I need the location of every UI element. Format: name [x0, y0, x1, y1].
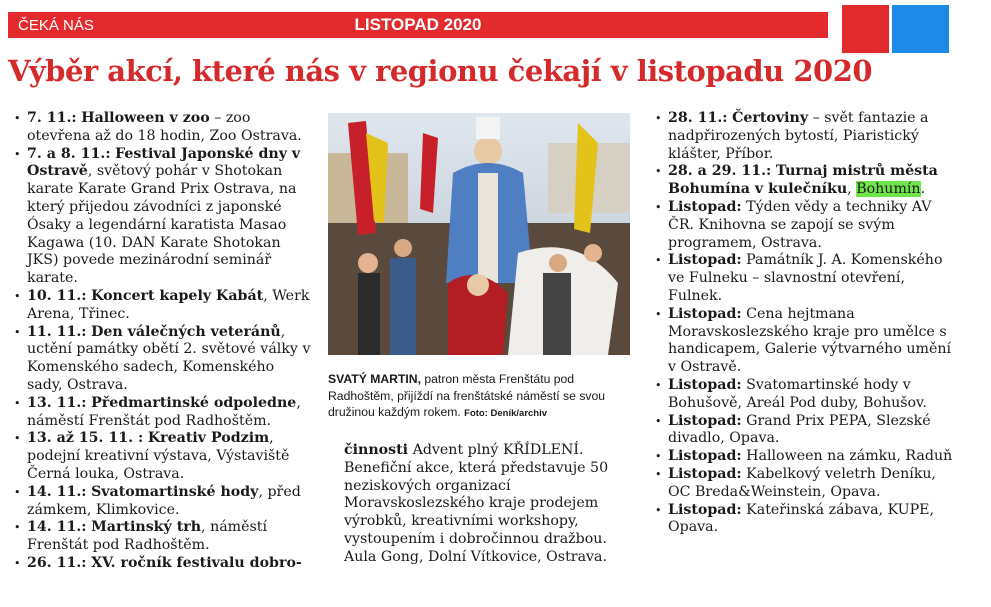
event-date: 7. 11.: [27, 110, 77, 126]
event-item [14, 430, 314, 483]
event-date: Listopad: [668, 448, 742, 465]
event-desc: Grand Prix PEPA, Slezské divadlo, Opava. [668, 412, 931, 447]
event-name: Festival Japonské dny v Ostravě [27, 145, 301, 180]
event-date: Listopad: [668, 198, 742, 215]
event-desc: – svět fantazie a nadpřirozených bytostí, Piaristický klášter, Příbor. [668, 110, 929, 162]
event-desc: Památník J. A. Komenského ve Fulneku – slavnostní otevření, Fulnek. [668, 252, 943, 304]
logo-blue-square [892, 5, 949, 53]
event-desc: , náměstí Frenštát pod Radhoštěm. [27, 394, 301, 429]
caption-bold: SVATÝ MARTIN, [328, 372, 421, 386]
event-date: 13. až 15. 11. : [27, 430, 144, 447]
event-desc: , náměstí Frenštát pod Radhoštěm. [27, 519, 268, 554]
event-desc: , před zámkem, Klimkovice. [27, 483, 301, 518]
event-item [655, 199, 955, 252]
event-date: Listopad: [668, 252, 742, 269]
event-desc: – zoo otevřena až do 18 hodin, Zoo Ostrava. [27, 110, 302, 144]
event-date: 14. 11.: [27, 519, 87, 536]
event-desc: Cena hejtmana Moravskoslezského kraje pro umělce s handicapem, Galerie výtvarného umění v Ostravě. [668, 305, 952, 376]
events-column-1 [14, 110, 314, 573]
photo-credit: Foto: Deník/archiv [464, 408, 548, 419]
event-date: Listopad: [668, 465, 742, 482]
event-desc: Kabelkový veletrh Deníku, OC Breda&Weinstein, Opava. [668, 465, 937, 500]
event-item [655, 413, 955, 449]
events-list-3 [655, 110, 955, 537]
section-label: ČEKÁ NÁS [18, 17, 94, 34]
event-item [14, 484, 314, 520]
event-date: 28. a 29. 11.: [668, 163, 772, 180]
event-item [14, 395, 314, 431]
events-list-1 [14, 110, 314, 573]
logo-red-square [842, 5, 889, 53]
event-desc: , světový pohár v Shotokan karate Karate Grand Prix Ostrava, na který přijedou závodníci z japonské Ósaky a legendární karatista Masao Kagawa (10. DAN Karate Shotokan JKS) povede mezinárodní seminář karate. [27, 163, 297, 287]
event-name: Halloween v zoo [81, 110, 210, 126]
event-name: Den válečných veteránů [91, 323, 281, 340]
event-item [14, 324, 314, 395]
event-item [14, 519, 314, 555]
event-photo [328, 113, 630, 355]
event-item [14, 288, 314, 324]
event-desc: , podejní kreativní výstava, Výstaviště Černá louka, Ostrava. [27, 430, 290, 482]
event-desc-tail: . [920, 181, 926, 198]
continuation-bold: činnosti [344, 442, 409, 458]
highlighted-town: Bohumín [856, 181, 921, 198]
event-continuation [344, 442, 628, 567]
event-desc: , [847, 181, 857, 198]
event-name: XV. ročník festivalu dobro- [91, 554, 302, 571]
event-date: Listopad: [668, 412, 742, 429]
header-bar [8, 12, 828, 38]
event-item [655, 377, 955, 413]
event-item [655, 252, 955, 305]
event-item [655, 502, 955, 538]
event-desc: , Werk Arena, Třinec. [27, 287, 310, 322]
event-date: 26. 11.: [27, 554, 87, 571]
event-desc: Halloween na zámku, Raduň [741, 448, 953, 465]
event-desc: Svatomartinské hody v Bohušově, Areál Pod duby, Bohušov. [668, 376, 927, 411]
event-item [655, 448, 955, 466]
events-column-3 [655, 110, 955, 537]
event-date: 28. 11.: [668, 110, 728, 126]
event-desc: , uctění památky obětí 2. světové války v Komenského sadech, Komenského sady, Ostrava. [27, 323, 311, 393]
event-name: Kreativ Podzim [147, 430, 270, 447]
event-item [655, 466, 955, 502]
event-date: 11. 11.: [27, 323, 87, 340]
event-desc: Týden vědy a techniky AV ČR. Knihovna se zapojí se svým programem, Ostrava. [668, 198, 932, 251]
event-item [655, 163, 955, 199]
saint-martin-photo-illustration [328, 113, 630, 355]
photo-caption [328, 371, 633, 423]
page-title: Výběr akcí, které nás v regionu čekají v listopadu 2020 [8, 54, 873, 88]
event-item [14, 555, 314, 573]
event-date: 7. a 8. 11.: [27, 145, 111, 162]
event-name: Předmartinské odpoledne [91, 394, 297, 411]
event-item [655, 110, 955, 163]
continuation-text: Advent plný KŘÍDLENÍ. Benefiční akce, která představuje 50 neziskových organizací Moravskoslezského kraje prodejem výrobků, kreativními workshopy, vystoupením i dobročinnou dražbou. Aula Gong, Dolní Vítkovice, Ostrava. [344, 442, 609, 565]
event-item [14, 146, 314, 288]
event-date: 13. 11.: [27, 394, 87, 411]
caption-text: patron města Frenštátu pod Radhoštěm, přijíždí na frenštátské náměstí se svou družinou každým rokem. [328, 372, 606, 419]
month-label: LISTOPAD 2020 [354, 15, 482, 34]
event-name: Koncert kapely Kabát [91, 287, 264, 304]
event-name: Martinský trh [91, 519, 202, 536]
event-date: Listopad: [668, 376, 742, 393]
event-name: Svatomartinské hody [91, 483, 259, 500]
event-item [655, 306, 955, 377]
event-desc: Kateřinská zábava, KUPE, Opava. [668, 501, 935, 536]
event-date: Listopad: [668, 305, 742, 322]
event-date: 10. 11.: [27, 287, 87, 304]
event-date: Listopad: [668, 501, 742, 518]
event-name: Turnaj mistrů města Bohumína v kulečníku [668, 163, 938, 198]
event-date: 14. 11.: [27, 483, 87, 500]
event-item [14, 110, 314, 146]
event-name: Čertoviny [732, 110, 809, 126]
